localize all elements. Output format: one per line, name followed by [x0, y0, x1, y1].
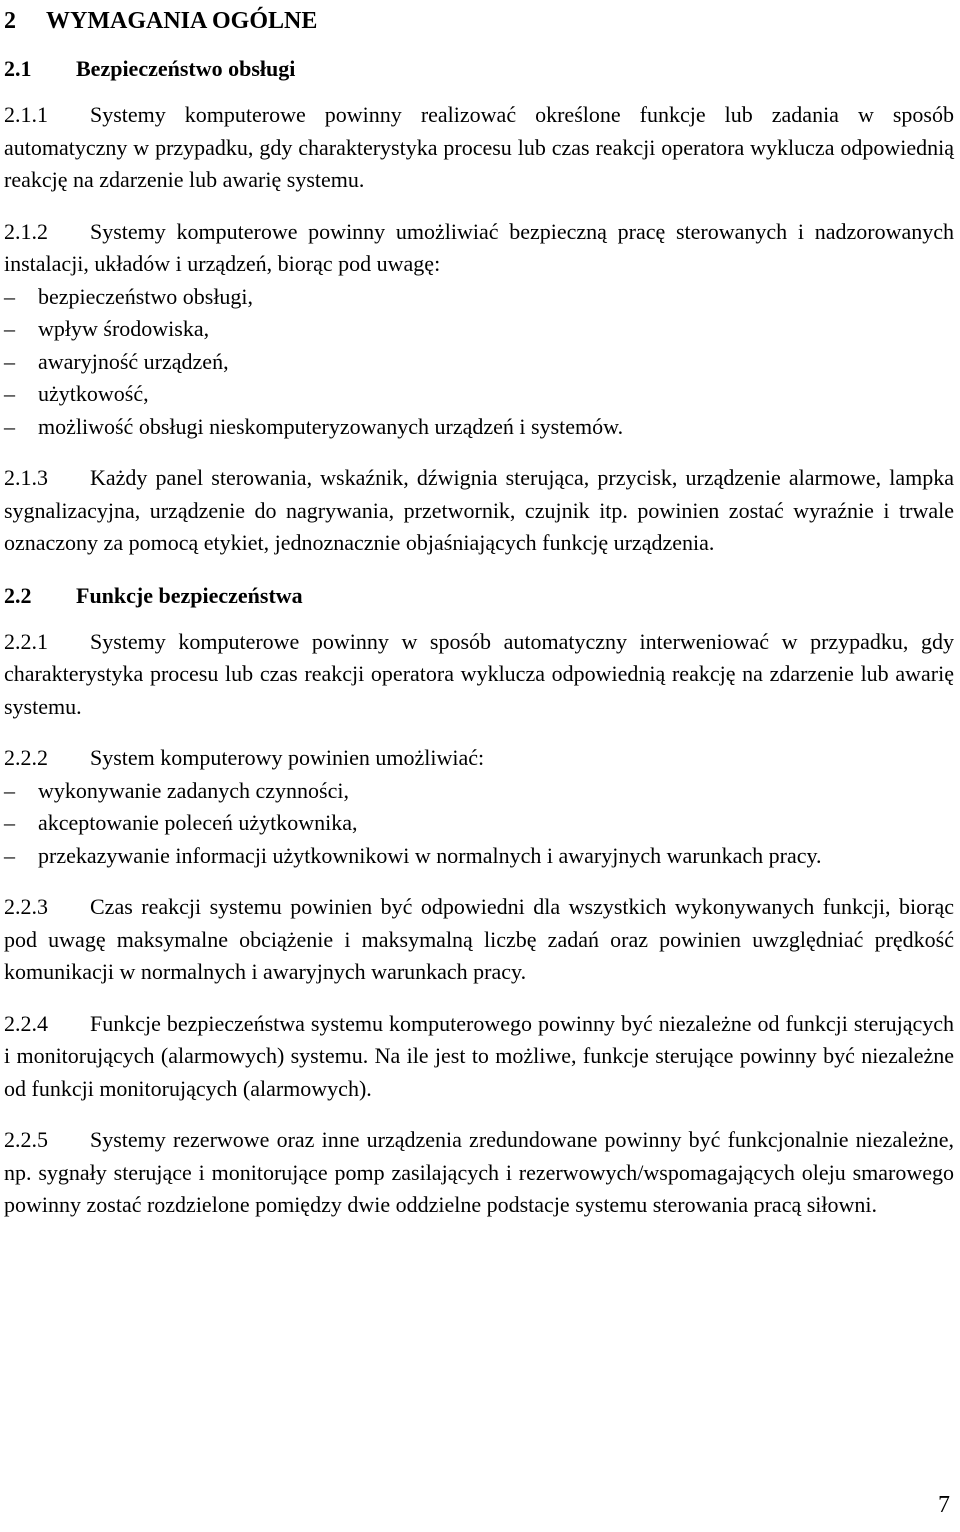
clause-number: 2.2.4 [4, 1010, 48, 1036]
clause-2-2-1 [4, 626, 954, 724]
clause-2-1-1 [4, 99, 954, 197]
dash-bullet: – [4, 810, 15, 835]
list-item [4, 411, 954, 444]
list-item [4, 775, 954, 808]
clause-text: Czas reakcji systemu powinien być odpowiedni dla wszystkich wykonywanych funkcji, biorąc pod uwagę maksymalne obciążenie i maksymalną liczbę zadań oraz powinien uwzględniać prędkość komunikacji w normalnych i awaryjnych warunkach pracy. [4, 894, 954, 984]
list-item-text: możliwość obsługi nieskomputeryzowanych urządzeń i systemów. [38, 413, 624, 439]
clause-text: Funkcje bezpieczeństwa systemu komputerowego powinny być niezależne od funkcji sterujących i monitorujących (alarmowych) systemu. Na ile jest to możliwe, funkcje sterujące powinny być niezależne od funkcji monitorujących (alarmowych). [4, 1010, 954, 1101]
dash-bullet: – [4, 316, 15, 341]
list-item-text: akceptowanie poleceń użytkownika, [38, 810, 358, 835]
clause-text: Systemy komputerowe powinny umożliwiać bezpieczną pracę sterowanych i nadzorowanych instalacji, układów i urządzeń, biorąc pod uwagę: [4, 218, 954, 276]
clause-number: 2.2.3 [4, 894, 48, 919]
clause-number: 2.1.1 [4, 102, 48, 127]
clause-text: System komputerowy powinien umożliwiać: [90, 745, 485, 770]
subsection-number: 2.1 [4, 56, 32, 81]
clause-number: 2.2.1 [4, 628, 48, 654]
subsection-title: Bezpieczeństwo obsługi [76, 56, 296, 81]
dash-bullet: – [4, 381, 15, 406]
list-item [4, 313, 954, 346]
list-item-text: wykonywanie zadanych czynności, [38, 777, 349, 803]
dash-bullet: – [4, 413, 15, 439]
list-item-text: bezpieczeństwo obsługi, [38, 283, 254, 309]
clause-2-2-4 [4, 1008, 954, 1106]
clause-2-2-2-list [4, 775, 954, 873]
subsection-heading-2-2 [4, 579, 954, 613]
page-number: 7 [938, 1492, 950, 1518]
list-item [4, 840, 954, 873]
section-heading [4, 4, 954, 38]
section-number: 2 [4, 8, 16, 34]
clause-text: Systemy komputerowe powinny realizować określone funkcje lub zadania w sposób automatyczny w przypadku, gdy charakterystyka procesu lub czas reakcji operatora wyklucza odpowiednią reakcję na zdarzenie lub awarię systemu. [4, 102, 954, 192]
document-page [4, 4, 954, 1241]
list-item-text: awaryjność urządzeń, [38, 348, 229, 374]
list-item [4, 281, 954, 314]
clause-2-1-3 [4, 462, 954, 560]
section-title: WYMAGANIA OGÓLNE [46, 8, 318, 34]
list-item-text: przekazywanie informacji użytkownikowi w normalnych i awaryjnych warunkach pracy. [38, 842, 822, 868]
list-item-text: użytkowość, [38, 381, 149, 406]
list-item-text: wpływ środowiska, [38, 316, 210, 341]
dash-bullet: – [4, 348, 15, 374]
clause-number: 2.2.2 [4, 745, 48, 770]
list-item [4, 807, 954, 840]
clause-number: 2.1.3 [4, 465, 48, 490]
clause-2-2-2 [4, 742, 954, 775]
subsection-number: 2.2 [4, 582, 32, 608]
clause-2-2-3 [4, 891, 954, 989]
clause-2-1-2-list [4, 281, 954, 444]
clause-number: 2.2.5 [4, 1127, 48, 1152]
clause-2-1-2 [4, 216, 954, 281]
list-item [4, 346, 954, 379]
clause-2-2-5 [4, 1124, 954, 1222]
clause-text: Systemy komputerowe powinny w sposób automatyczny interweniować w przypadku, gdy charakterystyka procesu lub czas reakcji operatora wyklucza odpowiednią reakcję na zdarzenie lub awarię systemu. [4, 628, 954, 719]
dash-bullet: – [4, 283, 15, 309]
subsection-title: Funkcje bezpieczeństwa [76, 582, 303, 608]
dash-bullet: – [4, 842, 15, 868]
clause-number: 2.1.2 [4, 218, 48, 244]
clause-text: Każdy panel sterowania, wskaźnik, dźwignia sterująca, przycisk, urządzenie alarmowe, lampka sygnalizacyjna, urządzenie do nagrywania, przetwornik, czujnik itp. powinien zostać wyraźnie i trwale oznaczony za pomocą etykiet, jednoznacznie objaśniających funkcję urządzenia. [4, 465, 954, 555]
subsection-heading-2-1 [4, 52, 954, 86]
dash-bullet: – [4, 777, 15, 803]
list-item [4, 378, 954, 411]
clause-text: Systemy rezerwowe oraz inne urządzenia zredundowane powinny być funkcjonalnie niezależne, np. sygnały sterujące i monitorujące pomp zasilających i rezerwowych/wspomagających oleju smarowego powinny zostać rozdzielone pomiędzy dwie oddzielne podstacje systemu sterowania pracą siłowni. [4, 1127, 954, 1217]
